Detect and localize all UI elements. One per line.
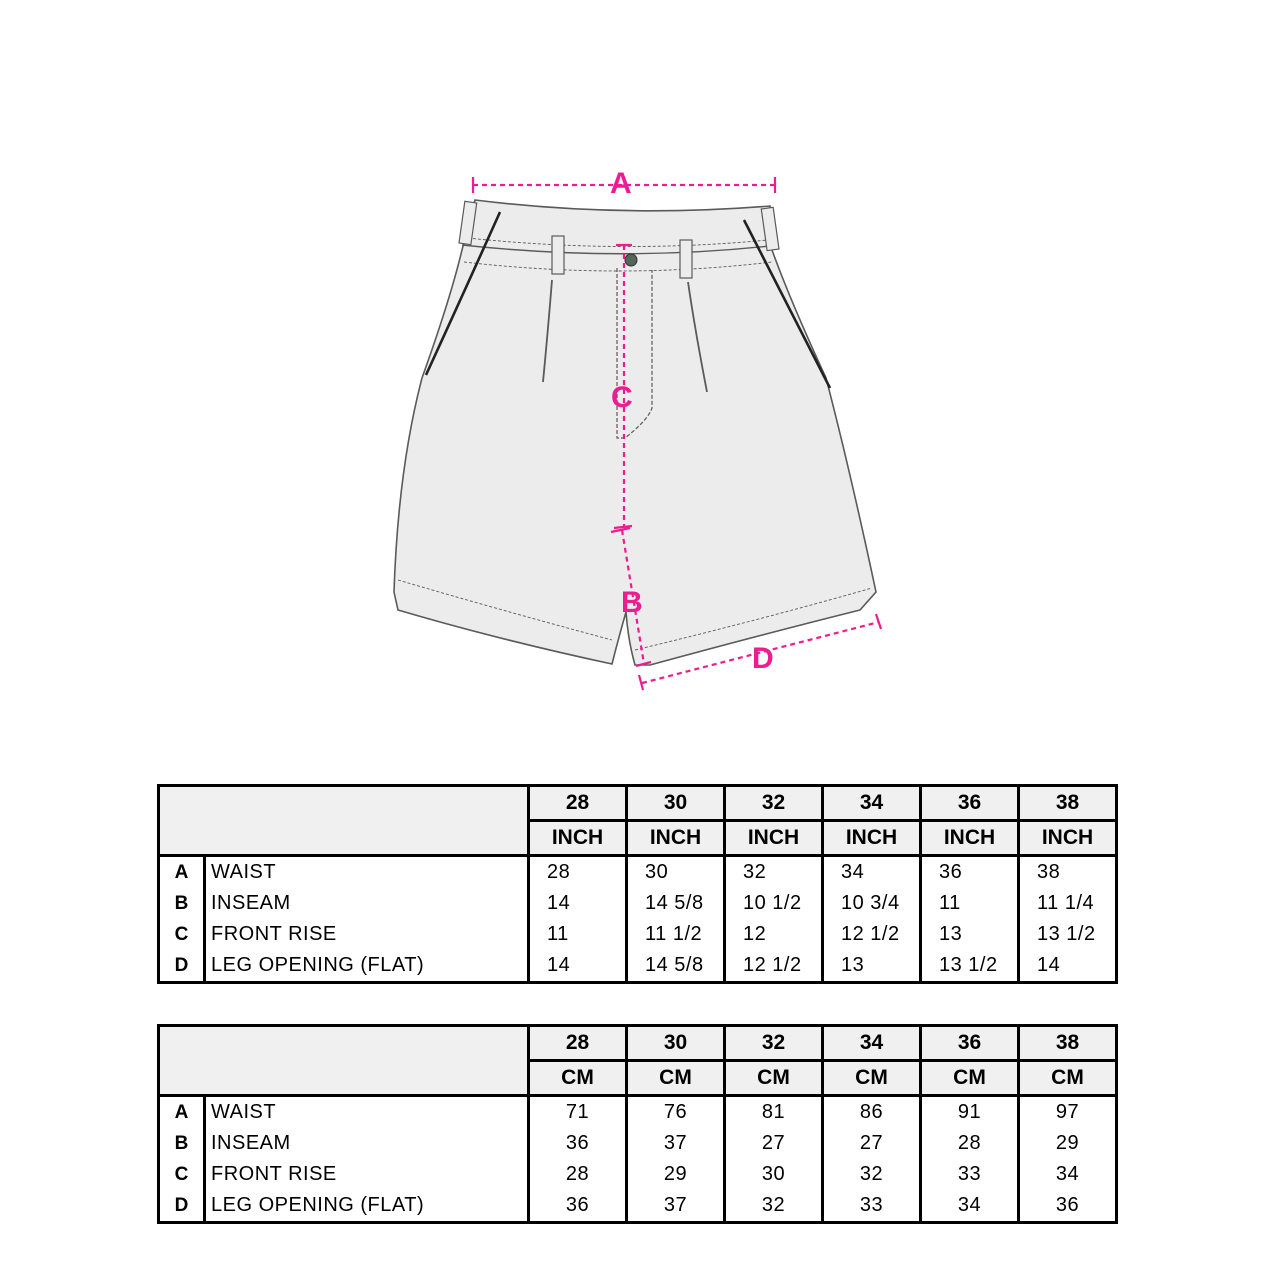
measurement-letter: B	[159, 888, 205, 919]
table-cell: 30	[725, 1159, 823, 1190]
size-header: 34	[823, 786, 921, 821]
table-cell: 12 1/2	[823, 919, 921, 950]
measurement-letter: A	[159, 856, 205, 889]
size-header: 38	[1019, 786, 1117, 821]
size-header: 28	[529, 1026, 627, 1061]
measurement-name: INSEAM	[205, 888, 529, 919]
table-row	[159, 1096, 1117, 1129]
table-cell: 86	[823, 1096, 921, 1129]
measurement-name: LEG OPENING (FLAT)	[205, 1190, 529, 1223]
table-cell: 34	[921, 1190, 1019, 1223]
table-cell: 14 5/8	[627, 950, 725, 983]
label-b: B	[621, 586, 643, 619]
table-cell: 28	[921, 1128, 1019, 1159]
table-cell: 29	[627, 1159, 725, 1190]
table-row	[159, 1159, 1117, 1190]
unit-header: INCH	[529, 821, 627, 856]
unit-header: CM	[627, 1061, 725, 1096]
size-header: 38	[1019, 1026, 1117, 1061]
table-cell: 14 5/8	[627, 888, 725, 919]
table-cell: 97	[1019, 1096, 1117, 1129]
table-cell: 13	[921, 919, 1019, 950]
table-cell: 30	[627, 856, 725, 889]
table-cell: 32	[823, 1159, 921, 1190]
table-cell: 81	[725, 1096, 823, 1129]
table-cell: 29	[1019, 1128, 1117, 1159]
measurement-letter: D	[159, 1190, 205, 1223]
unit-header: INCH	[823, 821, 921, 856]
table-cell: 27	[823, 1128, 921, 1159]
table-cell: 13 1/2	[921, 950, 1019, 983]
measurement-name: WAIST	[205, 856, 529, 889]
size-header: 28	[529, 786, 627, 821]
table-cell: 14	[529, 950, 627, 983]
size-header: 30	[627, 786, 725, 821]
table-cell: 12 1/2	[725, 950, 823, 983]
measurement-letter: B	[159, 1128, 205, 1159]
table-cell: 37	[627, 1128, 725, 1159]
table-cell: 32	[725, 856, 823, 889]
measurement-letter: D	[159, 950, 205, 983]
table-cell: 32	[725, 1190, 823, 1223]
size-header-row	[159, 786, 1117, 821]
header-corner	[159, 1026, 529, 1096]
table-row	[159, 1128, 1117, 1159]
size-header: 32	[725, 786, 823, 821]
table-cell: 28	[529, 1159, 627, 1190]
unit-header: INCH	[627, 821, 725, 856]
measurement-name: FRONT RISE	[205, 919, 529, 950]
measurement-letter: A	[159, 1096, 205, 1129]
table-cell: 11 1/4	[1019, 888, 1117, 919]
size-chart-inch	[157, 784, 1118, 984]
table-cell: 10 1/2	[725, 888, 823, 919]
measurement-name: LEG OPENING (FLAT)	[205, 950, 529, 983]
unit-header: CM	[529, 1061, 627, 1096]
size-header: 32	[725, 1026, 823, 1061]
table-cell: 14	[1019, 950, 1117, 983]
table-cell: 36	[1019, 1190, 1117, 1223]
size-header: 30	[627, 1026, 725, 1061]
table-cell: 11	[921, 888, 1019, 919]
table-cell: 76	[627, 1096, 725, 1129]
table-cell: 33	[921, 1159, 1019, 1190]
table-cell: 33	[823, 1190, 921, 1223]
table-cell: 11 1/2	[627, 919, 725, 950]
table-cell: 13 1/2	[1019, 919, 1117, 950]
measurement-name: FRONT RISE	[205, 1159, 529, 1190]
table-cell: 37	[627, 1190, 725, 1223]
unit-header: CM	[921, 1061, 1019, 1096]
header-corner	[159, 786, 529, 856]
table-row	[159, 919, 1117, 950]
measurement-letter: C	[159, 919, 205, 950]
size-header-row	[159, 1026, 1117, 1061]
measurement-name: INSEAM	[205, 1128, 529, 1159]
table-row	[159, 856, 1117, 889]
table-cell: 14	[529, 888, 627, 919]
size-header: 36	[921, 786, 1019, 821]
table-cell: 71	[529, 1096, 627, 1129]
size-header: 34	[823, 1026, 921, 1061]
table-cell: 12	[725, 919, 823, 950]
label-a: A	[610, 167, 632, 200]
table-cell: 36	[529, 1190, 627, 1223]
unit-header: CM	[823, 1061, 921, 1096]
table-cell: 34	[823, 856, 921, 889]
label-d: D	[752, 642, 774, 675]
table-cell: 28	[529, 856, 627, 889]
table-cell: 10 3/4	[823, 888, 921, 919]
unit-header: INCH	[921, 821, 1019, 856]
table-cell: 11	[529, 919, 627, 950]
unit-header: CM	[725, 1061, 823, 1096]
table-cell: 36	[529, 1128, 627, 1159]
size-header: 36	[921, 1026, 1019, 1061]
table-row	[159, 888, 1117, 919]
size-chart-cm	[157, 1024, 1118, 1224]
measurement-letter: C	[159, 1159, 205, 1190]
table-cell: 91	[921, 1096, 1019, 1129]
table-cell: 13	[823, 950, 921, 983]
table-cell: 36	[921, 856, 1019, 889]
table-row	[159, 950, 1117, 983]
table-cell: 27	[725, 1128, 823, 1159]
measurement-name: WAIST	[205, 1096, 529, 1129]
table-cell: 38	[1019, 856, 1117, 889]
unit-header: CM	[1019, 1061, 1117, 1096]
table-cell: 34	[1019, 1159, 1117, 1190]
label-c: C	[611, 381, 633, 414]
unit-header: INCH	[1019, 821, 1117, 856]
unit-header: INCH	[725, 821, 823, 856]
table-row	[159, 1190, 1117, 1223]
